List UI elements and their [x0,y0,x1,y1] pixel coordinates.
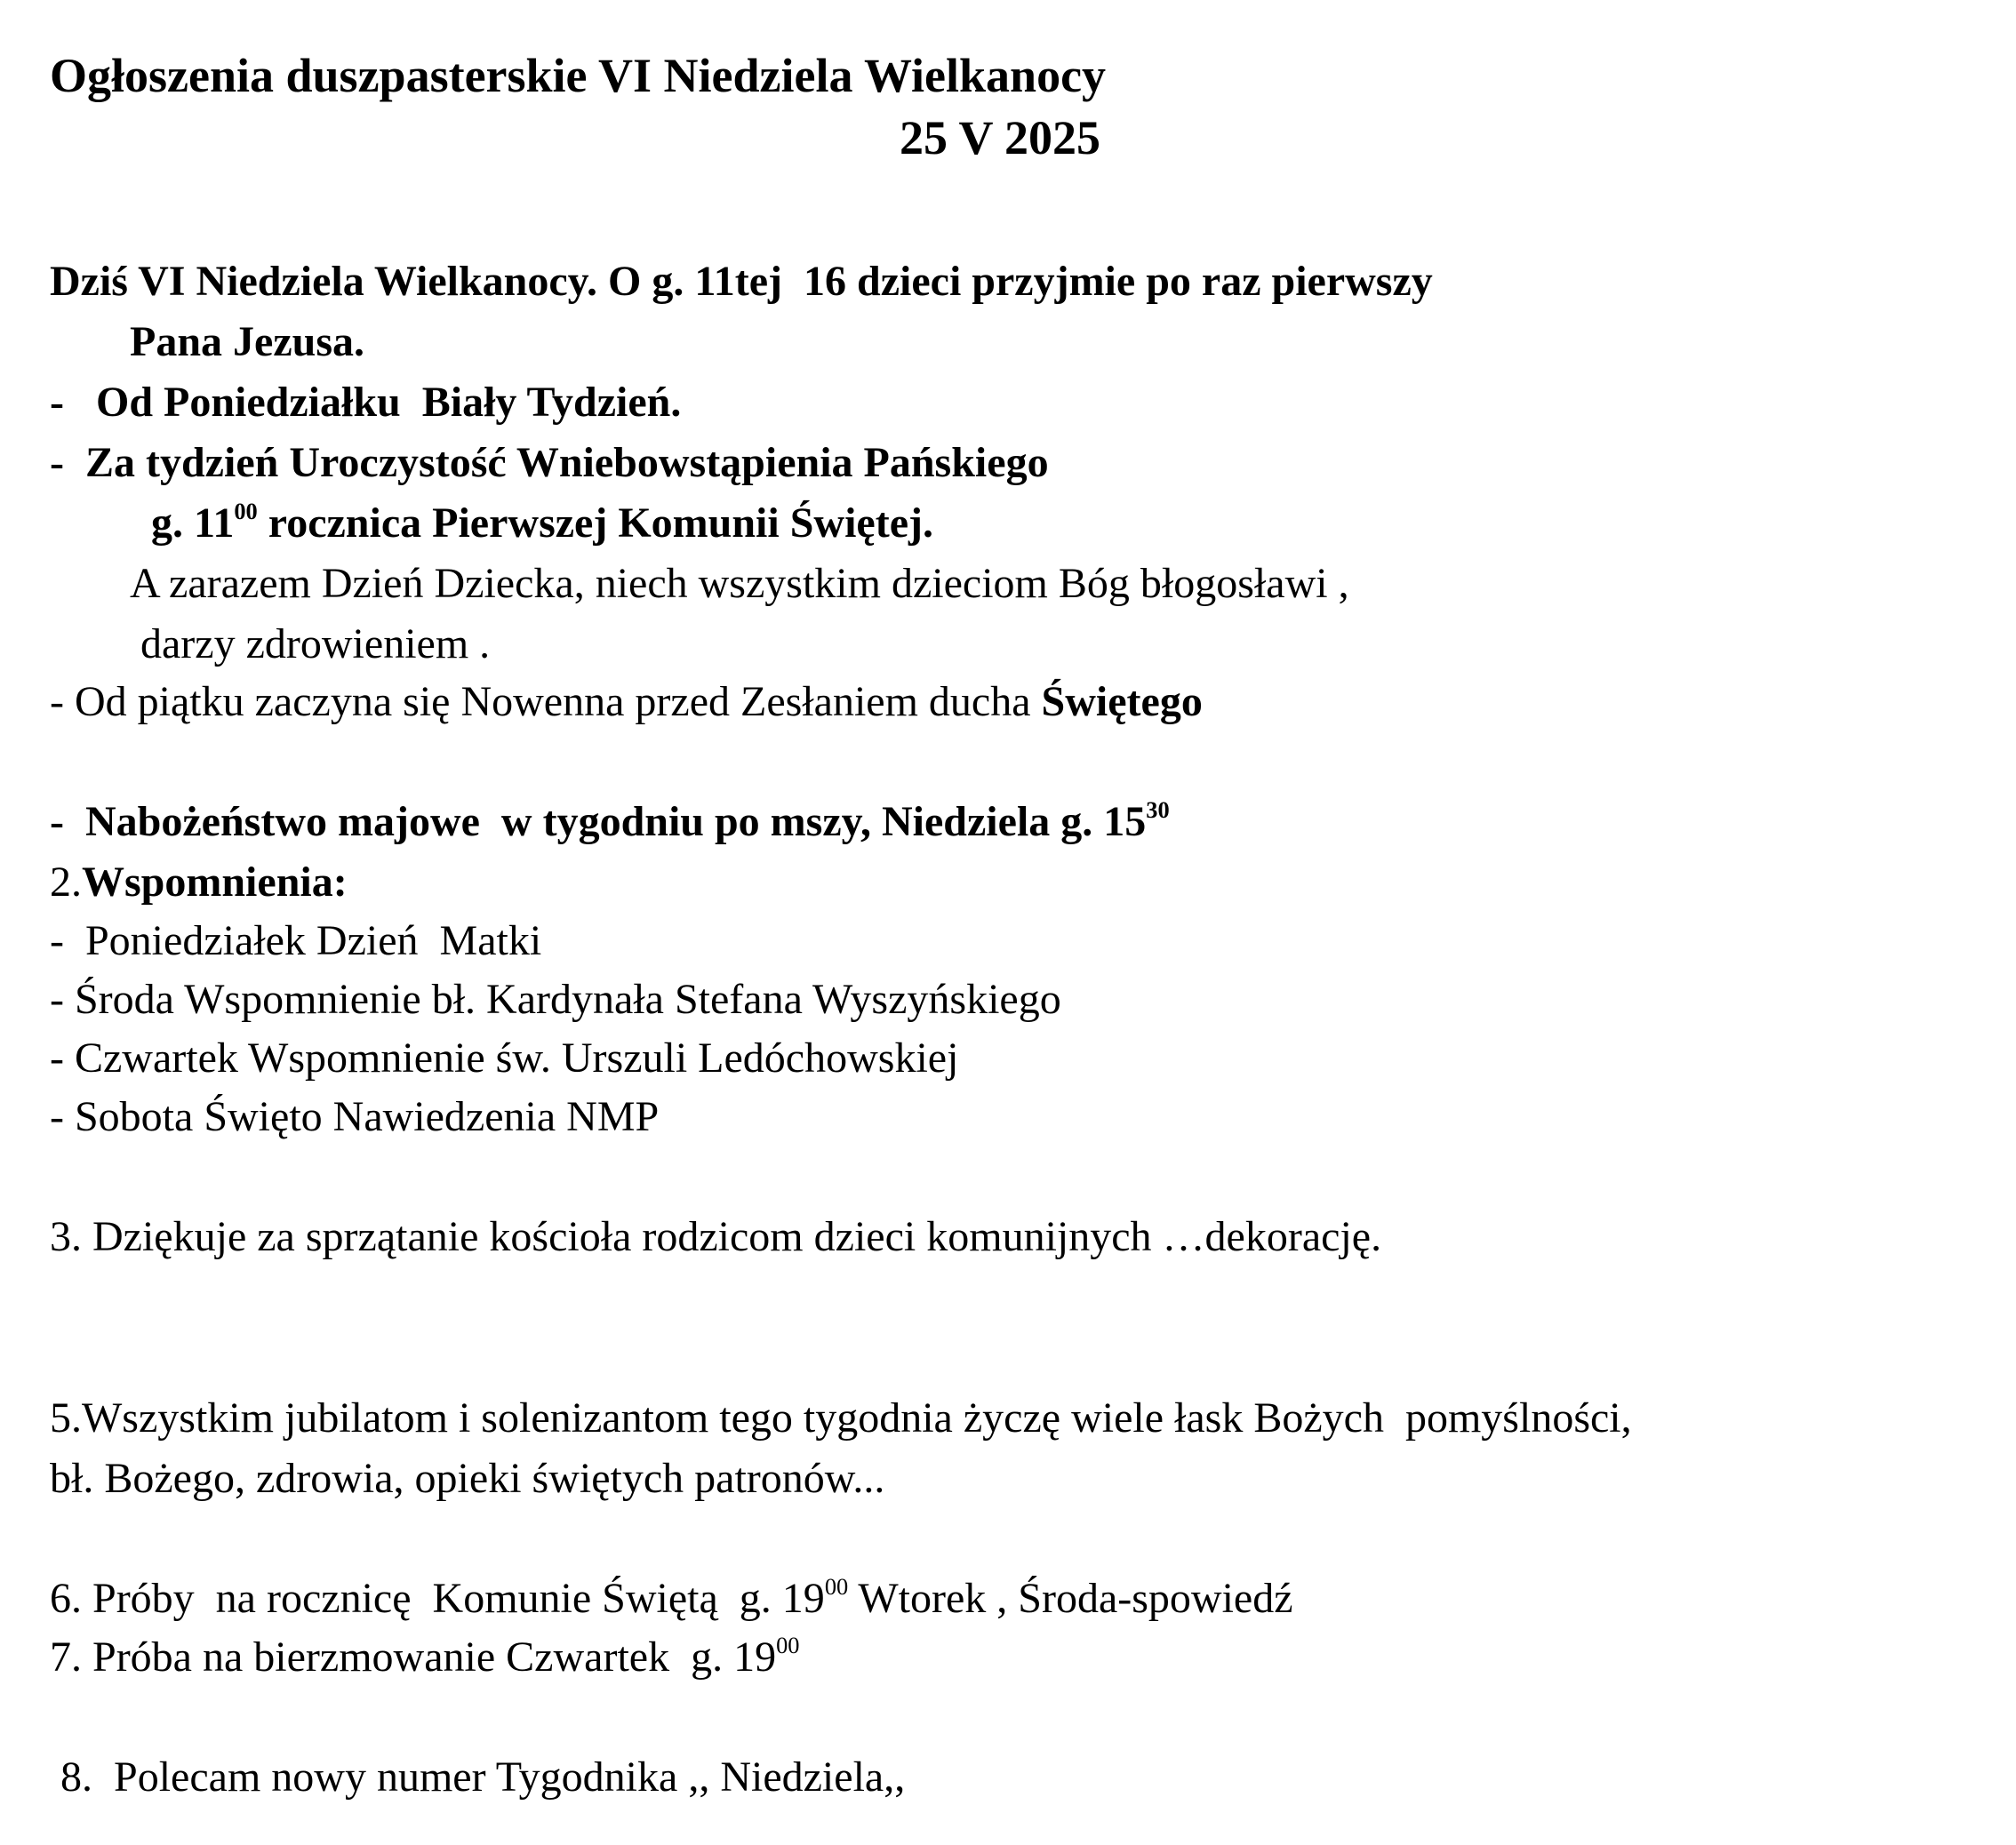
may-devotion-time-sup: 30 [1146,796,1170,824]
memorial-item: - Poniedziałek Dzień Matki [50,917,542,964]
childrens-day-line-2: darzy zdrowieniem . [130,620,491,667]
novena-text: - Od piątku zaczyna się Nowenna przed Zesłaniem ducha [50,678,1042,725]
ascension-line: - Za tydzień Uroczystość Wniebowstąpienia Pańskiego [50,439,1049,486]
wishes-line-2: bł. Bożego, zdrowia, opieki świętych patronów... [50,1455,885,1502]
memorials-heading-text: Wspomnienia: [82,859,348,906]
thanks-line: 3. Dziękuje za sprzątanie kościoła rodzicom dzieci komunijnych …dekorację. [50,1213,1382,1260]
anniversary-time-sup: 00 [234,498,258,525]
confirmation-rehearsal-line [50,1632,800,1681]
may-devotion-text: - Nabożeństwo majowe w tygodniu po mszy, Niedziela g. 15 [50,798,1147,845]
communion-rehearsal-line [50,1573,1293,1622]
wishes-line-1: 5.Wszystkim jubilatom i solenizantom tego tygodnia życzę wiele łask Bożych pomyślności, [50,1394,1632,1442]
memorials-heading [50,861,348,904]
communion-rehearsal-rest: Wtorek , Środa-spowiedź [848,1575,1293,1622]
communion-rehearsal-time-sup: 00 [824,1573,849,1601]
intro-line-2: Pana Jezusa. [130,318,364,365]
anniversary-line [151,498,933,547]
white-week-line: - Od Poniedziałku Biały Tydzień. [50,379,682,426]
may-devotion-line [50,796,1170,845]
memorial-item: - Czwartek Wspomnienie św. Urszuli Ledóchowskiej [50,1034,959,1082]
memorials-number: 2. [50,859,82,906]
anniversary-rest: rocznica Pierwszej Komunii Świętej. [257,499,933,547]
communion-rehearsal-text: 6. Próby na rocznicę Komunie Świętą g. 19 [50,1575,825,1622]
document-date: 25 V 2025 [900,111,1101,164]
anniversary-prefix: g. 11 [151,499,235,547]
childrens-day-line-1: A zarazem Dzień Dziecka, niech wszystkim dzieciom Bóg błogosławi , [130,560,1349,607]
memorial-item: - Sobota Święto Nawiedzenia NMP [50,1093,660,1140]
novena-line [50,678,1203,725]
memorial-item: - Środa Wspomnienie bł. Kardynała Stefana Wyszyńskiego [50,976,1061,1023]
newspaper-line: 8. Polecam nowy numer Tygodnika ,, Niedziela,, [50,1753,906,1801]
confirmation-rehearsal-text: 7. Próba na bierzmowanie Czwartek g. 19 [50,1633,777,1681]
confirmation-rehearsal-time-sup: 00 [776,1632,800,1659]
intro-line-1: Dziś VI Niedziela Wielkanocy. O g. 11tej 16 dzieci przyjmie po raz pierwszy [50,258,1433,305]
document-title: Ogłoszenia duszpasterskie VI Niedziela Wielkanocy [50,49,1107,102]
novena-bold: Świętego [1041,678,1203,725]
